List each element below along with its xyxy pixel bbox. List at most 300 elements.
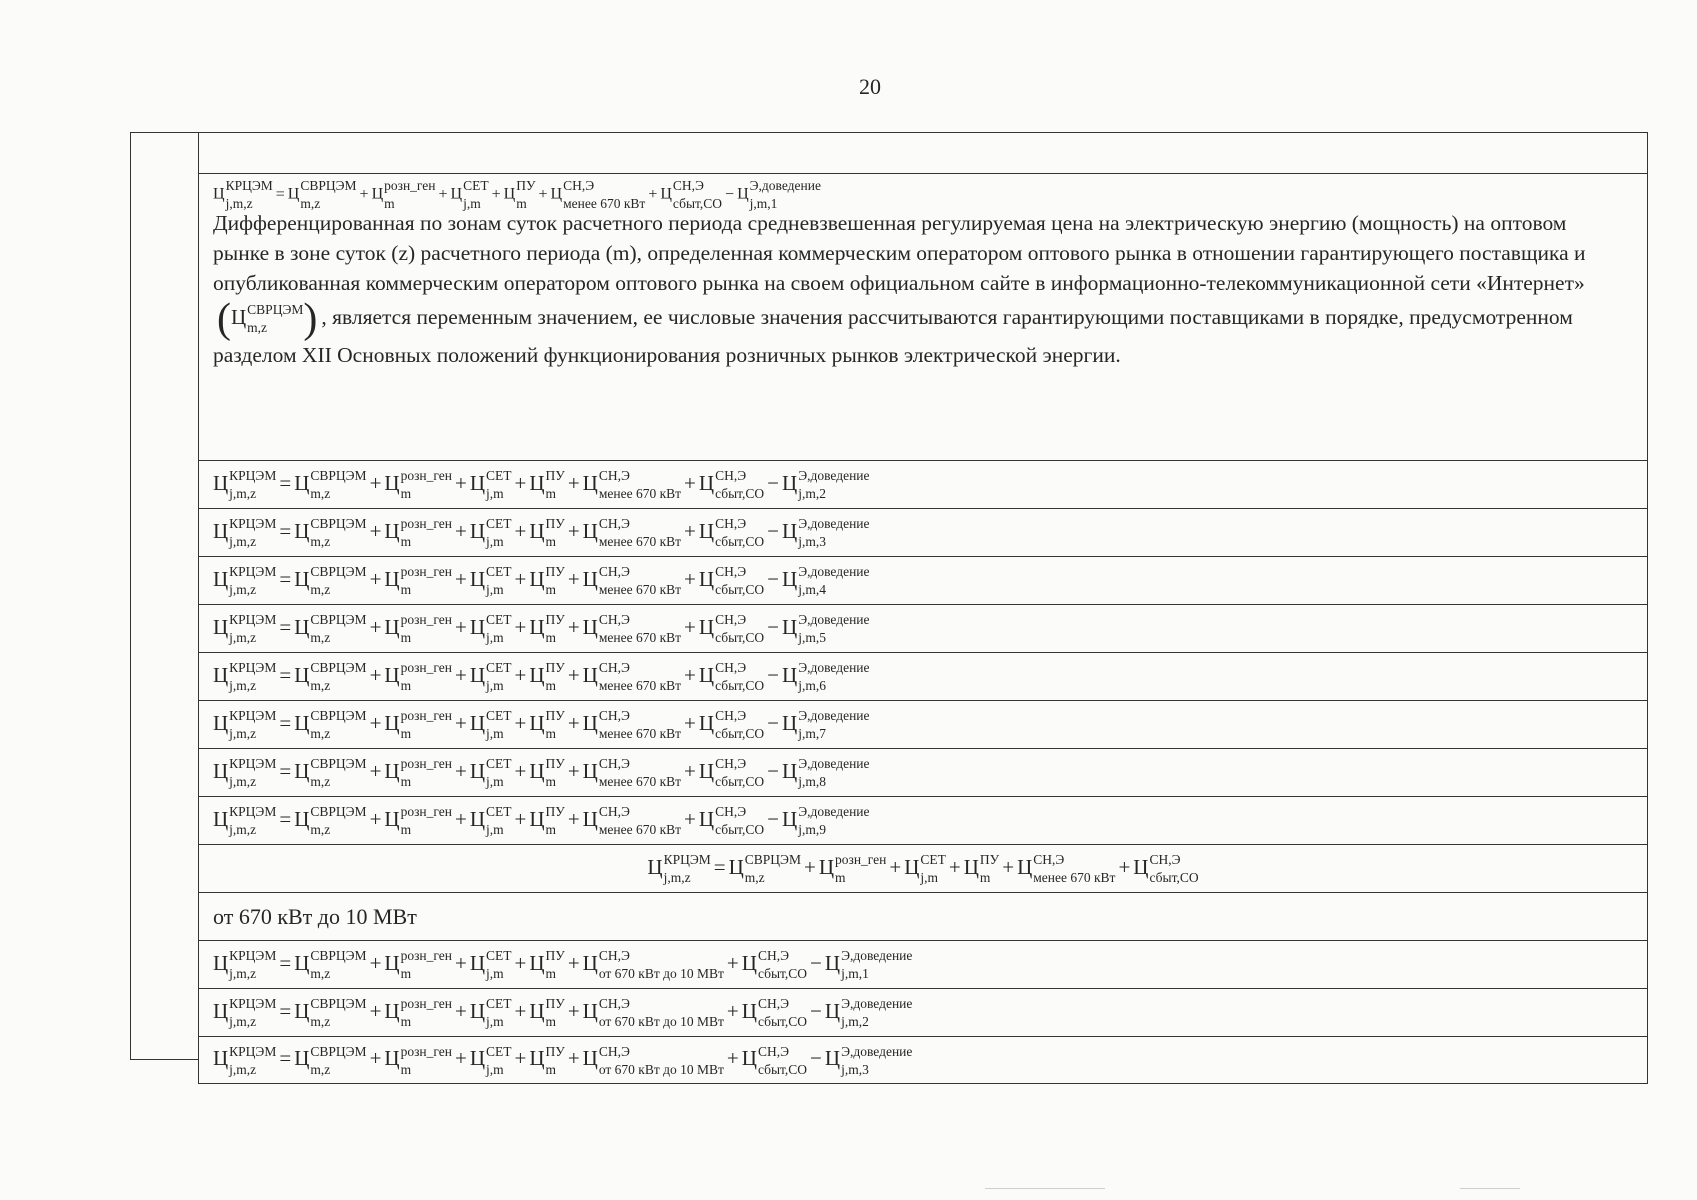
formula-superscript: СН,Э <box>715 612 747 628</box>
formula-scripts <box>545 516 565 550</box>
formula-row <box>198 1036 1648 1084</box>
formula-row <box>198 652 1648 700</box>
formula-subscript: m <box>400 1014 412 1030</box>
formula-symbol: Ц <box>782 614 798 639</box>
formula-superscript: СН,Э <box>715 708 747 724</box>
formula-operator: + <box>454 806 467 831</box>
formula-symbol: Ц <box>582 470 598 495</box>
formula-superscript: СН,Э <box>715 756 747 772</box>
formula-scripts <box>715 804 765 838</box>
formula-scripts <box>545 1043 565 1077</box>
formula-term <box>384 708 452 742</box>
formula-operator: + <box>514 518 527 543</box>
formula-scripts <box>485 804 512 838</box>
formula-superscript: ПУ <box>545 1043 565 1059</box>
formula-superscript: СЕТ <box>485 804 512 820</box>
formula-subscript: сбыт,СО <box>757 966 808 982</box>
formula-superscript: СЕТ <box>485 564 512 580</box>
formula-scripts <box>545 612 565 646</box>
formula-scripts <box>229 948 277 982</box>
table-rows <box>198 132 1648 1084</box>
formula-symbol: Ц <box>582 806 598 831</box>
formula-term <box>698 612 765 646</box>
formula-operator: = <box>279 1046 292 1071</box>
formula-symbol: Ц <box>287 185 300 203</box>
formula-operator: + <box>438 185 448 203</box>
price-formula <box>213 1043 913 1077</box>
formula-term <box>294 804 367 838</box>
formula-term <box>384 756 452 790</box>
formula-symbol: Ц <box>647 854 663 879</box>
formula-symbol: Ц <box>904 854 920 879</box>
formula-operator: + <box>491 185 501 203</box>
formula-scripts <box>715 660 765 694</box>
formula-symbol: Ц <box>698 566 715 591</box>
formula-symbol: Ц <box>469 710 485 735</box>
formula-symbol: Ц <box>698 710 715 735</box>
formula-scripts <box>310 612 367 646</box>
formula-scripts <box>485 708 512 742</box>
formula-operator: + <box>454 758 467 783</box>
formula-term <box>698 516 765 550</box>
formula-term <box>529 612 565 646</box>
formula-symbol: Ц <box>698 806 715 831</box>
formula-superscript: КРЦЭМ <box>229 660 277 676</box>
formula-operator: − <box>767 470 780 495</box>
formula-superscript: ПУ <box>516 178 536 193</box>
formula-term <box>582 708 682 742</box>
formula-operator: + <box>454 1046 467 1071</box>
formula-symbol: Ц <box>698 662 715 687</box>
formula-term <box>384 660 452 694</box>
formula-symbol: Ц <box>384 518 400 543</box>
formula-scripts <box>798 660 870 694</box>
page-number: 20 <box>859 74 881 99</box>
formula-term <box>582 948 724 982</box>
formula-scripts <box>485 564 512 598</box>
formula-term <box>294 996 367 1030</box>
formula-operator: + <box>726 1046 739 1071</box>
formula-superscript: ПУ <box>545 660 565 676</box>
formula-term <box>469 564 512 598</box>
formula-term <box>582 468 682 502</box>
formula-symbol: Ц <box>582 518 598 543</box>
formula-subscript: сбыт,СО <box>715 726 765 742</box>
formula-scripts <box>229 564 277 598</box>
price-formula <box>213 612 870 646</box>
formula-scripts <box>400 1043 452 1077</box>
formula-operator: − <box>810 1046 822 1071</box>
formula-superscript: СВРЦЭМ <box>744 852 801 868</box>
formula-row <box>198 556 1648 604</box>
formula-term <box>582 612 682 646</box>
formula-operator: + <box>514 662 527 687</box>
formula-operator: + <box>1002 854 1015 879</box>
formula-symbol: Ц <box>782 518 798 543</box>
formula-term <box>469 660 512 694</box>
formula-symbol: Ц <box>582 950 598 975</box>
formula-superscript: СЕТ <box>485 660 512 676</box>
formula-operator: + <box>369 470 382 495</box>
formula-symbol: Ц <box>231 304 247 329</box>
formula-superscript: СН,Э <box>598 516 630 532</box>
formula-superscript: ПУ <box>979 852 1000 868</box>
formula-operator: + <box>369 1046 382 1071</box>
formula-superscript: СВРЦЭМ <box>310 1043 367 1059</box>
formula-operator: + <box>514 614 527 639</box>
formula-subscript: m <box>979 870 991 886</box>
formula-term <box>384 564 452 598</box>
price-formula <box>213 948 913 982</box>
formula-term <box>698 756 765 790</box>
formula-symbol: Ц <box>582 710 598 735</box>
formula-superscript: ПУ <box>545 612 565 628</box>
formula-subscript: j,m <box>485 1061 504 1077</box>
formula-subscript: m,z <box>310 486 331 502</box>
paren-close: ) <box>303 296 318 342</box>
price-formula <box>213 564 870 598</box>
formula-symbol: Ц <box>294 566 310 591</box>
formula-symbol: Ц <box>529 710 545 735</box>
formula-superscript: розн_ген <box>834 852 887 868</box>
formula-term <box>469 516 512 550</box>
formula-subscript: менее 670 кВт <box>1033 870 1116 886</box>
formula-scripts <box>400 948 452 982</box>
formula-symbol: Ц <box>582 758 598 783</box>
formula-row <box>198 940 1648 988</box>
formula-scripts <box>798 708 870 742</box>
formula-term <box>469 612 512 646</box>
formula-term <box>737 178 821 211</box>
formula-subscript: сбыт,СО <box>715 678 765 694</box>
formula-symbol: Ц <box>529 614 545 639</box>
formula-symbol: Ц <box>294 614 310 639</box>
formula-symbol: Ц <box>294 950 310 975</box>
formula-operator: = <box>279 758 292 783</box>
description-paragraph <box>213 208 1647 370</box>
formula-subscript: m <box>545 534 557 550</box>
formula-subscript: менее 670 кВт <box>598 486 682 502</box>
formula-scripts <box>598 1043 724 1077</box>
formula-operator: + <box>567 806 580 831</box>
formula-symbol: Ц <box>384 662 400 687</box>
formula-subscript: сбыт,СО <box>757 1061 808 1077</box>
formula-subscript: j,m,3 <box>841 1061 869 1077</box>
formula-symbol: Ц <box>213 806 229 831</box>
formula-term <box>728 852 801 886</box>
formula-symbol: Ц <box>213 998 229 1023</box>
formula-superscript: СВРЦЭМ <box>310 660 367 676</box>
formula-subscript: m,z <box>310 774 331 790</box>
formula-symbol: Ц <box>529 1046 545 1071</box>
formula-scripts <box>229 1043 277 1077</box>
formula-term <box>741 996 808 1030</box>
formula-symbol: Ц <box>529 470 545 495</box>
formula-symbol: Ц <box>582 662 598 687</box>
formula-subscript: сбыт,СО <box>1149 870 1199 886</box>
formula-symbol: Ц <box>529 998 545 1023</box>
formula-term <box>582 516 682 550</box>
formula-term <box>582 756 682 790</box>
formula-scripts <box>400 612 452 646</box>
formula-row-total <box>198 844 1648 892</box>
formula-term <box>782 708 870 742</box>
formula-symbol: Ц <box>1133 854 1149 879</box>
formula-scripts <box>463 178 489 211</box>
formula-symbol: Ц <box>529 518 545 543</box>
formula-symbol: Ц <box>384 1046 400 1071</box>
formula-scripts <box>229 660 277 694</box>
formula-operator: − <box>725 185 735 203</box>
formula-subscript: m,z <box>310 966 331 982</box>
formula-scripts <box>1033 852 1116 886</box>
formula-operator: + <box>514 470 527 495</box>
formula-operator: + <box>454 950 467 975</box>
formula-term <box>469 468 512 502</box>
formula-scripts <box>798 516 870 550</box>
tariff-table <box>130 132 1648 1077</box>
formula-scripts <box>229 516 277 550</box>
formula-term <box>782 612 870 646</box>
formula-operator: + <box>514 1046 527 1071</box>
formula-subscript: j,m,4 <box>798 582 826 598</box>
formula-term <box>231 302 304 335</box>
inline-formula <box>217 298 317 340</box>
formula-operator: + <box>454 470 467 495</box>
formula-term <box>529 1043 565 1077</box>
formula-superscript: СН,Э <box>598 564 630 580</box>
formula-superscript: СН,Э <box>598 612 630 628</box>
formula-operator: + <box>803 854 816 879</box>
formula-subscript: m <box>400 582 412 598</box>
formula-superscript: СН,Э <box>598 948 630 964</box>
formula-superscript: розн_ген <box>400 996 452 1012</box>
formula-superscript: СЕТ <box>485 1043 512 1059</box>
formula-operator: − <box>810 998 822 1023</box>
formula-symbol: Ц <box>469 614 485 639</box>
formula-scripts <box>545 756 565 790</box>
formula-term <box>529 564 565 598</box>
formula-superscript: СЕТ <box>485 996 512 1012</box>
formula-subscript: m,z <box>300 196 321 211</box>
formula-subscript: m <box>545 582 557 598</box>
formula-scripts <box>598 756 682 790</box>
formula-scripts <box>598 996 724 1030</box>
formula-superscript: КРЦЭМ <box>229 708 277 724</box>
formula-subscript: сбыт,СО <box>715 582 765 598</box>
formula-symbol: Ц <box>384 710 400 735</box>
formula-scripts <box>563 178 646 211</box>
formula-superscript: Э,доведение <box>798 516 870 532</box>
formula-term <box>824 996 913 1030</box>
formula-subscript: менее 670 кВт <box>598 582 682 598</box>
formula-operator: − <box>767 710 780 735</box>
formula-symbol: Ц <box>469 470 485 495</box>
formula-superscript: СН,Э <box>757 996 789 1012</box>
formula-operator: + <box>369 806 382 831</box>
formula-symbol: Ц <box>469 518 485 543</box>
formula-operator: = <box>279 950 292 975</box>
formula-subscript: сбыт,СО <box>757 1014 808 1030</box>
formula-term <box>469 804 512 838</box>
formula-scripts <box>310 708 367 742</box>
formula-term <box>469 996 512 1030</box>
formula-row <box>198 508 1648 556</box>
formula-term <box>582 564 682 598</box>
formula-description-row <box>198 173 1648 460</box>
formula-scripts <box>400 516 452 550</box>
formula-operator: + <box>726 998 739 1023</box>
formula-scripts <box>757 1043 808 1077</box>
formula-scripts <box>598 612 682 646</box>
formula-symbol: Ц <box>963 854 979 879</box>
formula-subscript: m <box>545 822 557 838</box>
formula-operator: + <box>369 950 382 975</box>
formula-subscript: m,z <box>310 1014 331 1030</box>
formula-operator: + <box>454 710 467 735</box>
formula-subscript: j,m,z <box>225 196 253 211</box>
formula-symbol: Ц <box>213 710 229 735</box>
formula-superscript: СН,Э <box>715 564 747 580</box>
formula-scripts <box>545 804 565 838</box>
formula-subscript: m,z <box>310 582 331 598</box>
formula-term <box>550 178 646 211</box>
formula-superscript: СН,Э <box>598 1043 630 1059</box>
formula-operator: = <box>279 614 292 639</box>
formula-scripts <box>545 468 565 502</box>
formula-superscript: ПУ <box>545 756 565 772</box>
formula-subscript: m <box>400 1061 412 1077</box>
formula-scripts <box>1149 852 1199 886</box>
formula-superscript: СЕТ <box>463 178 489 193</box>
formula-scripts <box>400 708 452 742</box>
formula-scripts <box>229 708 277 742</box>
formula-term <box>294 1043 367 1077</box>
formula-subscript: m,z <box>744 870 765 886</box>
formula-subscript: j,m,2 <box>798 486 826 502</box>
formula-superscript: КРЦЭМ <box>225 178 273 193</box>
formula-subscript: сбыт,СО <box>672 196 723 211</box>
formula-scripts <box>310 1043 367 1077</box>
formula-superscript: СВРЦЭМ <box>310 948 367 964</box>
formula-scripts <box>310 948 367 982</box>
formula-operator: + <box>514 950 527 975</box>
formula-operator: + <box>684 566 696 591</box>
formula-operator: − <box>810 950 822 975</box>
formula-superscript: КРЦЭМ <box>229 996 277 1012</box>
formula-scripts <box>400 564 452 598</box>
formula-subscript: m,z <box>247 320 268 335</box>
formula-term <box>529 948 565 982</box>
formula-symbol: Ц <box>782 566 798 591</box>
formula-superscript: розн_ген <box>400 468 452 484</box>
formula-superscript: СЕТ <box>920 852 946 868</box>
formula-scripts <box>715 516 765 550</box>
formula-scripts <box>400 660 452 694</box>
formula-subscript: m,z <box>310 1061 331 1077</box>
formula-subscript: j,m,3 <box>798 534 826 550</box>
formula-operator: − <box>767 614 780 639</box>
formula-superscript: СН,Э <box>715 660 747 676</box>
formula-scripts <box>310 468 367 502</box>
formula-term <box>384 516 452 550</box>
formula-term <box>818 852 887 886</box>
formula-subscript: j,m,8 <box>798 774 826 790</box>
formula-operator: + <box>369 662 382 687</box>
formula-superscript: ПУ <box>545 708 565 724</box>
formula-scripts <box>598 468 682 502</box>
formula-superscript: Э,доведение <box>841 948 913 964</box>
formula-scripts <box>310 564 367 598</box>
formula-subscript: j,m <box>920 870 939 886</box>
formula-operator: + <box>514 758 527 783</box>
formula-superscript: СН,Э <box>715 804 747 820</box>
formula-term <box>294 612 367 646</box>
formula-term <box>213 612 277 646</box>
formula-term <box>213 516 277 550</box>
formula-subscript: менее 670 кВт <box>563 196 646 211</box>
formula-scripts <box>400 804 452 838</box>
formula-operator: + <box>567 566 580 591</box>
formula-superscript: СВРЦЭМ <box>310 612 367 628</box>
formula-superscript: розн_ген <box>400 708 452 724</box>
formula-superscript: СН,Э <box>1149 852 1181 868</box>
formula-symbol: Ц <box>213 566 229 591</box>
formula-scripts <box>598 708 682 742</box>
formula-term <box>529 804 565 838</box>
formula-term <box>1133 852 1199 886</box>
formula-scripts <box>384 178 436 211</box>
formula-row <box>198 700 1648 748</box>
formula-operator: = <box>279 662 292 687</box>
formula-subscript: j,m <box>485 630 504 646</box>
formula-term <box>294 660 367 694</box>
formula-subscript: j,m,7 <box>798 726 826 742</box>
formula-scripts <box>485 948 512 982</box>
formula-subscript: j,m,z <box>229 966 257 982</box>
formula-subscript: m <box>400 774 412 790</box>
formula-symbol: Ц <box>698 614 715 639</box>
formula-term <box>213 708 277 742</box>
formula-operator: + <box>684 710 696 735</box>
formula-term <box>469 1043 512 1077</box>
formula-superscript: розн_ген <box>400 564 452 580</box>
formula-superscript: СВРЦЭМ <box>247 302 304 317</box>
formula-superscript: СН,Э <box>715 468 747 484</box>
formula-subscript: m <box>834 870 846 886</box>
price-formula <box>213 756 870 790</box>
formula-superscript: розн_ген <box>400 756 452 772</box>
formula-symbol: Ц <box>294 806 310 831</box>
formula-operator: + <box>684 758 696 783</box>
formula-operator: + <box>567 470 580 495</box>
formula-symbol: Ц <box>782 806 798 831</box>
group-heading-row <box>198 892 1648 940</box>
formula-superscript: Э,доведение <box>841 1043 913 1059</box>
formula-superscript: КРЦЭМ <box>229 1043 277 1059</box>
formula-scripts <box>598 948 724 982</box>
formula-symbol: Ц <box>698 470 715 495</box>
formula-superscript: розн_ген <box>400 612 452 628</box>
formula-scripts <box>300 178 357 211</box>
formula-operator: + <box>454 566 467 591</box>
formula-scripts <box>757 948 808 982</box>
formula-subscript: m <box>545 486 557 502</box>
scan-artifact <box>1460 1188 1520 1189</box>
formula-superscript: СН,Э <box>757 948 789 964</box>
formula-superscript: розн_ген <box>400 1043 452 1059</box>
formula-scripts <box>310 804 367 838</box>
